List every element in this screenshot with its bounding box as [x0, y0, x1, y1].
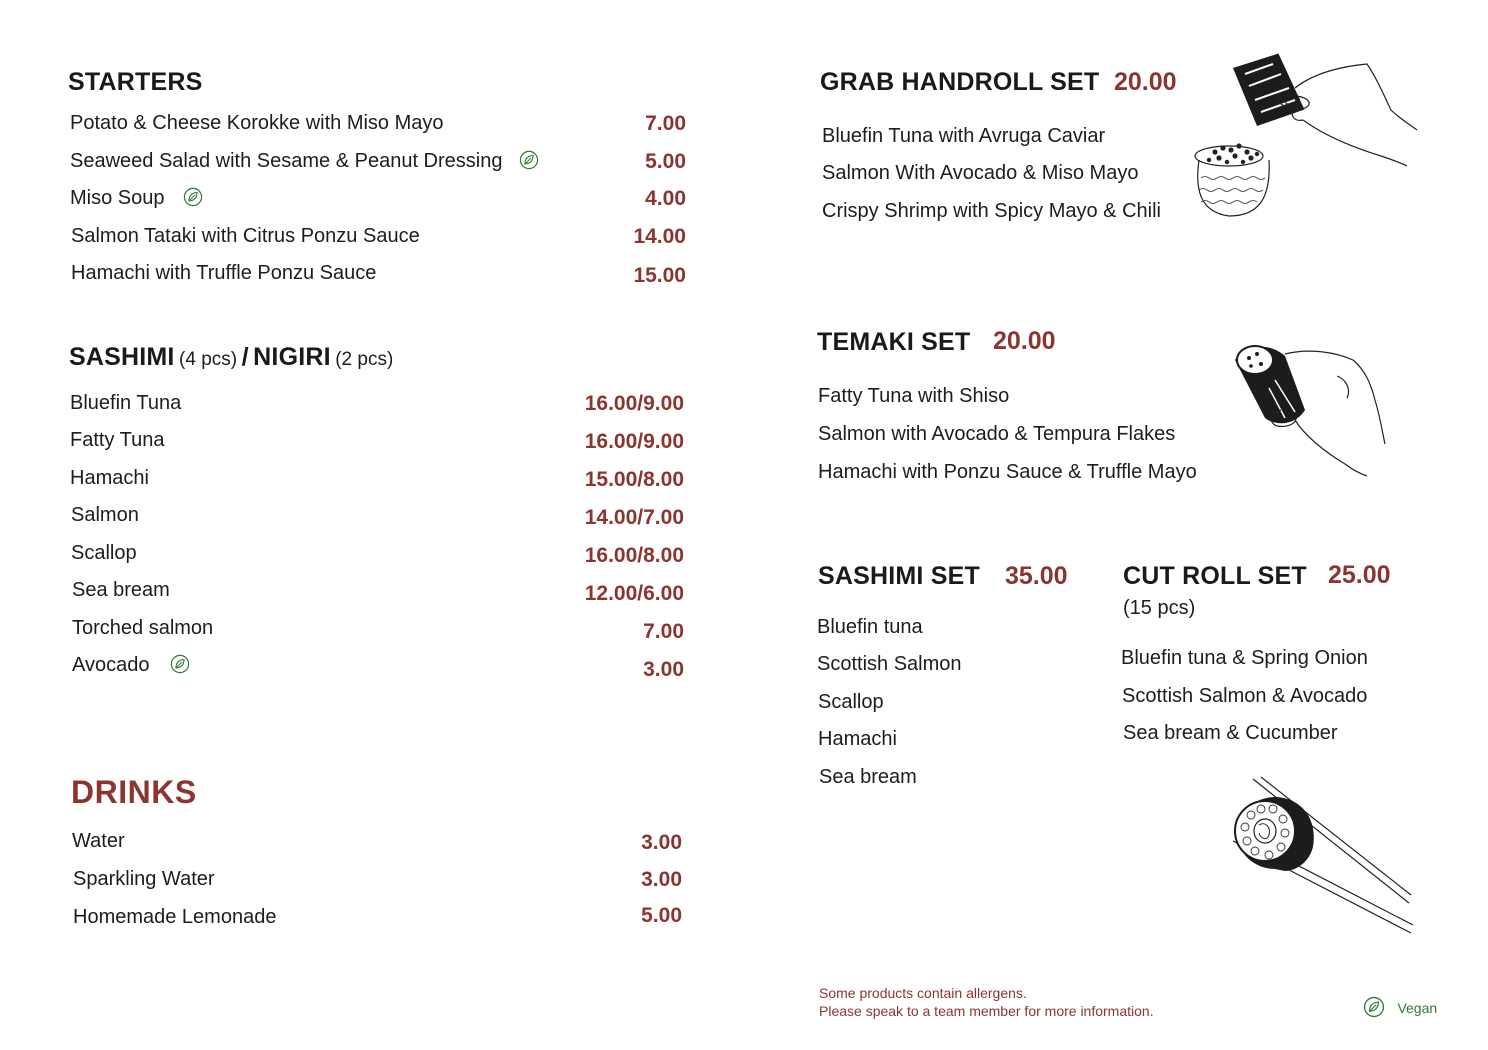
menu-item [71, 504, 684, 534]
item-name: Sea bream [72, 579, 170, 601]
set-item: Bluefin tuna & Spring Onion [1121, 647, 1368, 669]
leaf-icon [1363, 996, 1385, 1018]
set-item: Sea bream [819, 766, 917, 788]
allergen-notice [819, 984, 1239, 1020]
sashimi-set-price: 35.00 [1005, 562, 1068, 590]
item-name: Salmon Tataki with Citrus Ponzu Sauce [71, 225, 420, 247]
item-name: Bluefin Tuna [70, 392, 182, 414]
handroll-illustration [1185, 48, 1425, 228]
menu-item [70, 392, 684, 422]
temaki-illustration [1225, 340, 1395, 480]
sashimi-set-heading: SASHIMI SET [818, 562, 980, 590]
set-item: Crispy Shrimp with Spicy Mayo & Chili [822, 200, 1161, 222]
item-name: Homemade Lemonade [73, 906, 277, 928]
item-name: Seaweed Salad with Sesame & Peanut Dressing [70, 150, 503, 172]
item-price: 7.00 [643, 620, 684, 643]
cut-roll-subtitle: (15 pcs) [1123, 597, 1196, 619]
item-price: 15.00/8.00 [584, 468, 684, 491]
item-price: 3.00 [641, 868, 682, 891]
menu-item [70, 187, 686, 217]
menu-item [70, 112, 686, 142]
cut-roll-price: 25.00 [1328, 561, 1391, 589]
vegan-legend-label: Vegan [1397, 1000, 1438, 1016]
temaki-heading: TEMAKI SET [817, 328, 971, 356]
temaki-price: 20.00 [993, 327, 1056, 355]
sashimi-count: (4 pcs) [179, 349, 238, 370]
set-item: Hamachi [818, 728, 897, 750]
item-name: Water [72, 830, 125, 852]
item-name: Torched salmon [72, 617, 214, 639]
sashimi-title: SASHIMI [69, 343, 175, 371]
item-price: 15.00 [633, 264, 686, 287]
item-price: 4.00 [645, 187, 686, 210]
menu-item [72, 830, 682, 860]
nigiri-count: (2 pcs) [335, 349, 394, 370]
leaf-icon [519, 150, 539, 170]
grab-handroll-price: 20.00 [1114, 68, 1177, 96]
item-name: Hamachi with Truffle Ponzu Sauce [71, 262, 377, 284]
item-name: Scallop [71, 542, 137, 564]
set-item: Salmon With Avocado & Miso Mayo [822, 162, 1139, 184]
item-price: 5.00 [645, 150, 686, 173]
menu-item [70, 429, 684, 459]
item-price: 7.00 [645, 112, 686, 135]
set-item: Salmon with Avocado & Tempura Flakes [818, 423, 1176, 445]
leaf-icon [170, 654, 190, 674]
grab-handroll-heading: GRAB HANDROLL SET [820, 68, 1100, 96]
item-price: 14.00/7.00 [584, 506, 684, 529]
item-price: 12.00/6.00 [584, 582, 684, 605]
leaf-icon [183, 187, 203, 207]
item-price: 14.00 [633, 225, 686, 248]
cut-roll-chopsticks-illustration [1225, 775, 1420, 940]
starters-heading: STARTERS [68, 68, 203, 96]
item-price: 3.00 [643, 658, 684, 681]
item-name: Potato & Cheese Korokke with Miso Mayo [70, 112, 444, 134]
menu-item [71, 225, 686, 255]
menu-item [70, 150, 686, 180]
heading-separator: / [241, 343, 249, 371]
set-item: Sea bream & Cucumber [1123, 722, 1338, 744]
drinks-heading: DRINKS [71, 774, 197, 810]
item-name: Fatty Tuna [70, 429, 165, 451]
item-price: 3.00 [641, 831, 682, 854]
item-name: Salmon [71, 504, 139, 526]
nigiri-title: NIGIRI [253, 343, 331, 371]
allergen-line-2: Please speak to a team member for more information. [819, 1003, 1154, 1019]
item-price: 5.00 [641, 904, 682, 927]
item-price: 16.00/9.00 [584, 392, 684, 415]
item-name: Avocado [72, 654, 150, 676]
item-price: 16.00/9.00 [584, 430, 684, 453]
cut-roll-heading: CUT ROLL SET [1123, 562, 1307, 590]
set-item: Scottish Salmon & Avocado [1122, 685, 1368, 707]
set-item: Bluefin Tuna with Avruga Caviar [822, 125, 1106, 147]
sashimi-nigiri-heading [69, 343, 393, 372]
item-price: 16.00/8.00 [584, 544, 684, 567]
menu-item [72, 617, 684, 647]
item-name: Miso Soup [70, 187, 165, 209]
menu-item [72, 579, 684, 609]
allergen-line-1: Some products contain allergens. [819, 985, 1027, 1001]
menu-item [71, 262, 686, 292]
set-item: Bluefin tuna [817, 616, 923, 638]
set-item: Hamachi with Ponzu Sauce & Truffle Mayo [818, 461, 1197, 483]
vegan-legend [1363, 996, 1437, 1018]
set-item: Fatty Tuna with Shiso [818, 385, 1010, 407]
menu-item [73, 906, 682, 936]
set-item: Scottish Salmon [817, 653, 962, 675]
item-name: Hamachi [70, 467, 149, 489]
menu-item [73, 868, 682, 898]
item-name: Sparkling Water [73, 868, 215, 890]
menu-item [72, 654, 684, 684]
menu-item [71, 542, 684, 572]
menu-item [70, 467, 684, 497]
set-item: Scallop [818, 691, 884, 713]
